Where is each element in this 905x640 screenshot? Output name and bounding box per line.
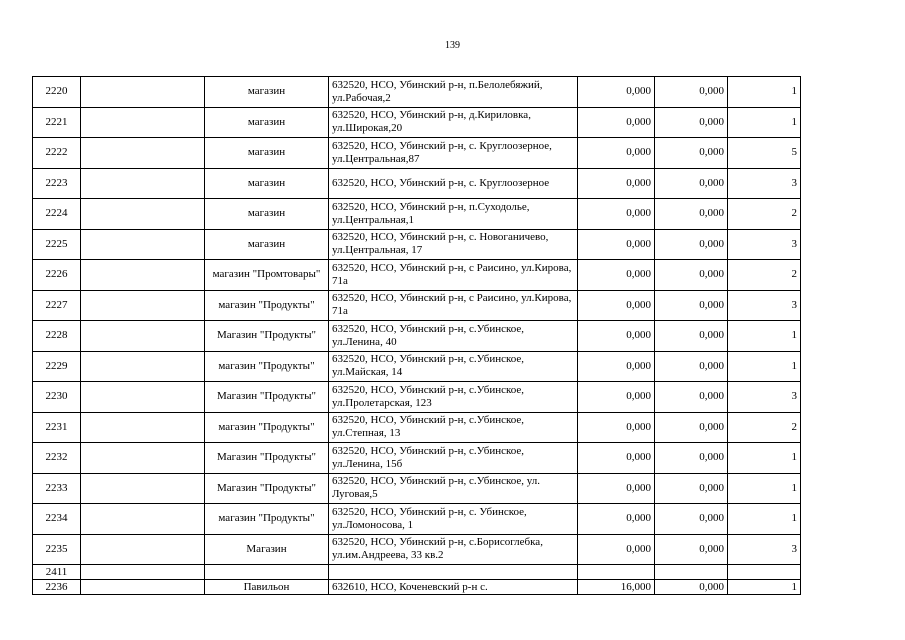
count-cell: 1 bbox=[728, 77, 801, 108]
count-cell: 1 bbox=[728, 580, 801, 595]
value-1-cell: 0,000 bbox=[578, 107, 655, 138]
table-row bbox=[33, 351, 801, 382]
object-type-cell: Магазин "Продукты" bbox=[205, 443, 329, 474]
object-type-cell: Магазин "Продукты" bbox=[205, 321, 329, 352]
value-2-cell: 0,000 bbox=[655, 77, 728, 108]
blank-cell bbox=[81, 443, 205, 474]
blank-cell bbox=[81, 290, 205, 321]
address-cell: 632520, НСО, Убинский р-н, с Раисино, ул.Кирова, 71а bbox=[329, 260, 578, 291]
row-number-cell: 2228 bbox=[33, 321, 81, 352]
value-1-cell: 0,000 bbox=[578, 382, 655, 413]
count-cell: 1 bbox=[728, 351, 801, 382]
blank-cell bbox=[81, 473, 205, 504]
value-2-cell: 0,000 bbox=[655, 382, 728, 413]
value-2-cell: 0,000 bbox=[655, 580, 728, 595]
value-1-cell: 0,000 bbox=[578, 351, 655, 382]
address-cell: 632520, НСО, Убинский р-н, с. Круглоозерное, ул.Центральная,87 bbox=[329, 138, 578, 169]
object-type-cell: магазин "Продукты" bbox=[205, 290, 329, 321]
table-row bbox=[33, 107, 801, 138]
row-number-cell: 2232 bbox=[33, 443, 81, 474]
value-2-cell: 0,000 bbox=[655, 534, 728, 565]
table-row bbox=[33, 443, 801, 474]
address-cell: 632520, НСО, Убинский р-н, п.Суходолье, ул.Центральная,1 bbox=[329, 199, 578, 230]
count-cell: 5 bbox=[728, 138, 801, 169]
row-number-cell: 2235 bbox=[33, 534, 81, 565]
table-row bbox=[33, 199, 801, 230]
count-cell: 3 bbox=[728, 290, 801, 321]
address-cell: 632520, НСО, Убинский р-н, с Раисино, ул.Кирова, 71а bbox=[329, 290, 578, 321]
address-cell: 632520, НСО, Убинский р-н, с.Убинское, ул.Степная, 13 bbox=[329, 412, 578, 443]
table-row bbox=[33, 534, 801, 565]
table-row bbox=[33, 229, 801, 260]
value-2-cell: 0,000 bbox=[655, 443, 728, 474]
value-1-cell: 0,000 bbox=[578, 199, 655, 230]
table-row bbox=[33, 138, 801, 169]
address-cell: 632520, НСО, Убинский р-н, с.Убинское, ул.Майская, 14 bbox=[329, 351, 578, 382]
blank-cell bbox=[81, 168, 205, 199]
value-1-cell: 0,000 bbox=[578, 77, 655, 108]
value-2-cell: 0,000 bbox=[655, 473, 728, 504]
object-type-cell: магазин bbox=[205, 229, 329, 260]
value-1-cell: 0,000 bbox=[578, 290, 655, 321]
value-1-cell: 0,000 bbox=[578, 168, 655, 199]
count-cell: 1 bbox=[728, 107, 801, 138]
blank-cell bbox=[81, 77, 205, 108]
address-cell: 632520, НСО, Убинский р-н, п.Белолебяжий, ул.Рабочая,2 bbox=[329, 77, 578, 108]
object-type-cell: Павильон bbox=[205, 580, 329, 595]
value-1-cell: 0,000 bbox=[578, 443, 655, 474]
address-cell: 632520, НСО, Убинский р-н, с. Круглоозерное bbox=[329, 168, 578, 199]
value-1-cell: 0,000 bbox=[578, 138, 655, 169]
value-1-cell: 0,000 bbox=[578, 473, 655, 504]
object-type-cell: магазин bbox=[205, 199, 329, 230]
blank-cell bbox=[81, 534, 205, 565]
address-cell: 632520, НСО, Убинский р-н, с.Убинское, ул. Луговая,5 bbox=[329, 473, 578, 504]
value-2-cell: 0,000 bbox=[655, 351, 728, 382]
table-row bbox=[33, 260, 801, 291]
blank-cell bbox=[81, 321, 205, 352]
value-2-cell: 0,000 bbox=[655, 290, 728, 321]
table-row bbox=[33, 321, 801, 352]
blank-cell bbox=[81, 412, 205, 443]
value-1-cell: 0,000 bbox=[578, 260, 655, 291]
row-number-cell: 2227 bbox=[33, 290, 81, 321]
row-number-cell: 2236 bbox=[33, 580, 81, 595]
registry-table bbox=[32, 76, 801, 595]
row-number-cell: 2411 bbox=[33, 565, 81, 580]
address-cell: 632520, НСО, Убинский р-н, с.Убинское, ул.Ленина, 15б bbox=[329, 443, 578, 474]
value-2-cell: 0,000 bbox=[655, 168, 728, 199]
blank-cell bbox=[81, 382, 205, 413]
address-cell: 632520, НСО, Убинский р-н, с. Новоганичево, ул.Центральная, 17 bbox=[329, 229, 578, 260]
table-row bbox=[33, 473, 801, 504]
value-2-cell: 0,000 bbox=[655, 107, 728, 138]
table-row bbox=[33, 77, 801, 108]
object-type-cell: магазин "Промтовары" bbox=[205, 260, 329, 291]
count-cell: 1 bbox=[728, 504, 801, 535]
value-2-cell: 0,000 bbox=[655, 321, 728, 352]
row-number-cell: 2222 bbox=[33, 138, 81, 169]
table-row bbox=[33, 382, 801, 413]
table-row bbox=[33, 168, 801, 199]
blank-cell bbox=[81, 351, 205, 382]
address-cell: 632520, НСО, Убинский р-н, с.Борисоглебка, ул.им.Андреева, 33 кв.2 bbox=[329, 534, 578, 565]
object-type-cell: Магазин "Продукты" bbox=[205, 473, 329, 504]
value-1-cell: 0,000 bbox=[578, 534, 655, 565]
value-1-cell: 0,000 bbox=[578, 504, 655, 535]
blank-cell bbox=[81, 138, 205, 169]
address-cell: 632610, НСО, Коченевский р-н с. bbox=[329, 580, 578, 595]
value-2-cell: 0,000 bbox=[655, 138, 728, 169]
object-type-cell: магазин "Продукты" bbox=[205, 504, 329, 535]
blank-cell bbox=[81, 199, 205, 230]
address-cell bbox=[329, 565, 578, 580]
value-2-cell: 0,000 bbox=[655, 229, 728, 260]
value-2-cell: 0,000 bbox=[655, 260, 728, 291]
count-cell: 2 bbox=[728, 260, 801, 291]
row-number-cell: 2226 bbox=[33, 260, 81, 291]
row-number-cell: 2233 bbox=[33, 473, 81, 504]
count-cell: 3 bbox=[728, 382, 801, 413]
object-type-cell: магазин "Продукты" bbox=[205, 351, 329, 382]
object-type-cell bbox=[205, 565, 329, 580]
count-cell: 1 bbox=[728, 321, 801, 352]
row-number-cell: 2234 bbox=[33, 504, 81, 535]
row-number-cell: 2221 bbox=[33, 107, 81, 138]
count-cell: 2 bbox=[728, 199, 801, 230]
blank-cell bbox=[81, 565, 205, 580]
value-2-cell bbox=[655, 565, 728, 580]
table-row bbox=[33, 565, 801, 580]
table-row bbox=[33, 290, 801, 321]
value-1-cell: 0,000 bbox=[578, 321, 655, 352]
page-number: 139 bbox=[445, 40, 460, 51]
table-row bbox=[33, 580, 801, 595]
row-number-cell: 2231 bbox=[33, 412, 81, 443]
address-cell: 632520, НСО, Убинский р-н, с.Убинское, ул.Пролетарская, 123 bbox=[329, 382, 578, 413]
object-type-cell: Магазин bbox=[205, 534, 329, 565]
object-type-cell: магазин bbox=[205, 107, 329, 138]
value-1-cell: 0,000 bbox=[578, 229, 655, 260]
object-type-cell: магазин bbox=[205, 138, 329, 169]
blank-cell bbox=[81, 260, 205, 291]
value-1-cell: 0,000 bbox=[578, 412, 655, 443]
blank-cell bbox=[81, 580, 205, 595]
table-row bbox=[33, 412, 801, 443]
count-cell: 2 bbox=[728, 412, 801, 443]
value-2-cell: 0,000 bbox=[655, 199, 728, 230]
blank-cell bbox=[81, 107, 205, 138]
object-type-cell: магазин bbox=[205, 168, 329, 199]
row-number-cell: 2224 bbox=[33, 199, 81, 230]
row-number-cell: 2229 bbox=[33, 351, 81, 382]
value-1-cell: 16,000 bbox=[578, 580, 655, 595]
count-cell: 1 bbox=[728, 443, 801, 474]
row-number-cell: 2223 bbox=[33, 168, 81, 199]
count-cell bbox=[728, 565, 801, 580]
object-type-cell: магазин bbox=[205, 77, 329, 108]
table-row bbox=[33, 504, 801, 535]
address-cell: 632520, НСО, Убинский р-н, с.Убинское, ул.Ленина, 40 bbox=[329, 321, 578, 352]
registry-table-body bbox=[33, 77, 801, 595]
count-cell: 3 bbox=[728, 534, 801, 565]
value-2-cell: 0,000 bbox=[655, 504, 728, 535]
value-1-cell bbox=[578, 565, 655, 580]
row-number-cell: 2230 bbox=[33, 382, 81, 413]
count-cell: 1 bbox=[728, 473, 801, 504]
row-number-cell: 2220 bbox=[33, 77, 81, 108]
blank-cell bbox=[81, 229, 205, 260]
object-type-cell: магазин "Продукты" bbox=[205, 412, 329, 443]
blank-cell bbox=[81, 504, 205, 535]
address-cell: 632520, НСО, Убинский р-н, с. Убинское, ул.Ломоносова, 1 bbox=[329, 504, 578, 535]
count-cell: 3 bbox=[728, 229, 801, 260]
count-cell: 3 bbox=[728, 168, 801, 199]
value-2-cell: 0,000 bbox=[655, 412, 728, 443]
row-number-cell: 2225 bbox=[33, 229, 81, 260]
address-cell: 632520, НСО, Убинский р-н, д.Кириловка, ул.Широкая,20 bbox=[329, 107, 578, 138]
object-type-cell: Магазин "Продукты" bbox=[205, 382, 329, 413]
